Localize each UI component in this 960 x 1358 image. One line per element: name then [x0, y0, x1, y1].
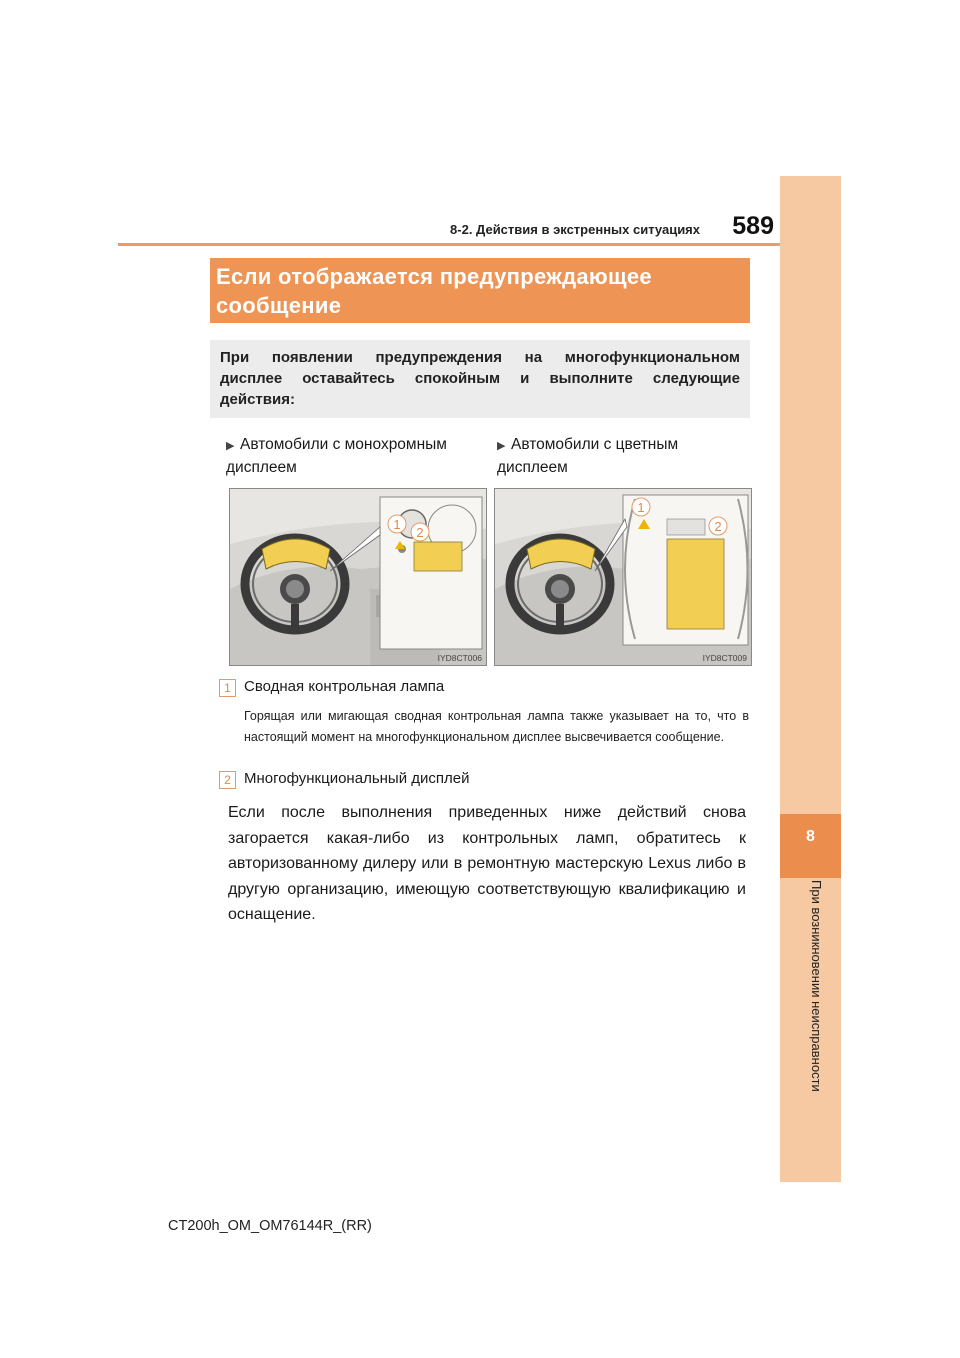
illustration-code-mono: IYD8CT006 — [437, 653, 482, 663]
section-heading: 8-2. Действия в экстренных ситуациях — [450, 222, 700, 237]
callout-1-mono: 1 — [393, 517, 401, 532]
callout-2-mono: 2 — [416, 525, 424, 540]
item-number-1: 1 — [219, 679, 236, 697]
document-code-footer: CT200h_OM_OM76144R_(RR) — [168, 1218, 372, 1234]
dashboard-illustration-color — [494, 488, 752, 666]
chapter-number: 8 — [806, 828, 815, 845]
page-title: Если отображается предупреждающее сообщение — [216, 264, 652, 318]
header-rule — [118, 243, 780, 246]
callout-2-color: 2 — [714, 519, 722, 534]
intro-text: При появлении предупреждения на многофункциональном дисплее оставайтесь спокойным и выполните следующие действия: — [220, 349, 740, 408]
chapter-title-vertical: При возникновении неисправности — [809, 880, 824, 1092]
dashboard-mono-drawing — [230, 489, 486, 665]
caption-mono-display — [226, 434, 482, 479]
dashboard-color-drawing — [495, 489, 751, 665]
caption-color-display — [497, 434, 747, 479]
item-1-title: Сводная контрольная лампа — [244, 678, 445, 695]
item-2-title: Многофункциональный дисплей — [244, 770, 470, 787]
callout-1-color: 1 — [637, 500, 645, 515]
item-1-description: Горящая или мигающая сводная контрольная лампа также указывает на то, что в настоящий момент на многофункциональном дисплее высвечивается сообщение. — [244, 709, 749, 744]
triangle-arrow-icon: ▶ — [497, 440, 506, 452]
triangle-arrow-icon: ▶ — [226, 440, 235, 452]
item-number-2: 2 — [219, 771, 236, 789]
page-number: 589 — [732, 212, 774, 240]
caption-mono-text: Автомобили с монохромным дисплеем — [226, 436, 447, 476]
body-paragraph: Если после выполнения приведенных ниже действий снова загорается какая-либо из контрольных ламп, обратитесь к авторизованному дилеру или в ремонтную мастерскую Lexus либо в другую организацию, имеющую соответствующую квалификацию и оснащение. — [228, 804, 746, 923]
chapter-number-box — [780, 814, 841, 878]
illustration-code-color: IYD8CT009 — [702, 653, 747, 663]
caption-color-text: Автомобили с цветным дисплеем — [497, 436, 679, 476]
dashboard-illustration-mono — [229, 488, 487, 666]
